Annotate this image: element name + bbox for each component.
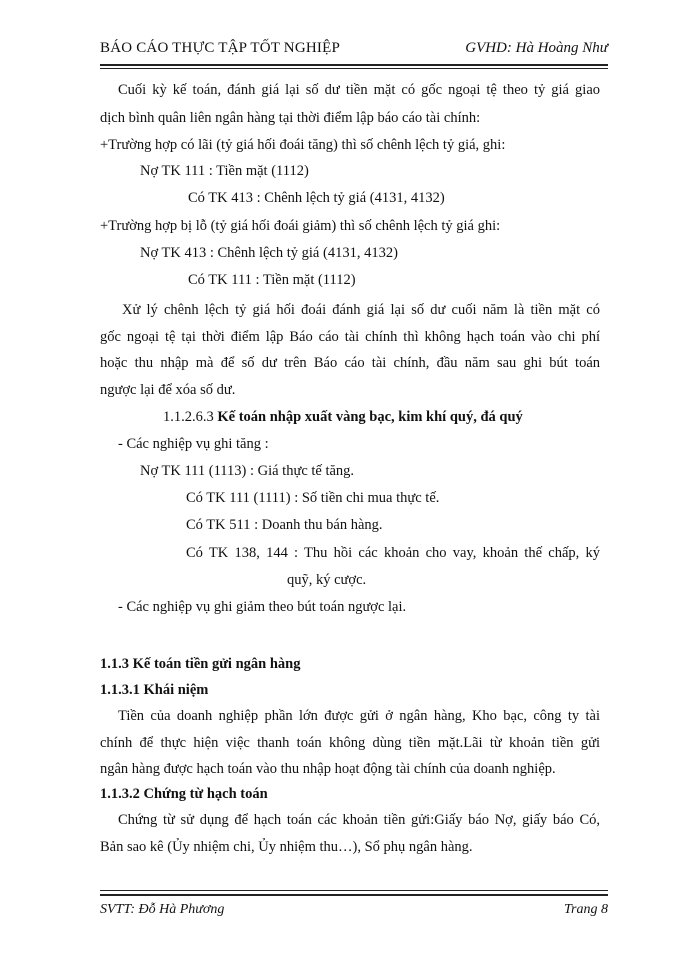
paragraph-line: Cuối kỳ kế toán, đánh giá lại số dư tiền mặt có gốc ngoại tệ theo tỷ giá giao	[118, 82, 600, 98]
paragraph-line: Tiền của doanh nghiệp phần lớn được gửi ở ngân hàng, Kho bạc, công ty tài	[118, 708, 600, 724]
case-gain: +Trường hợp có lãi (tỷ giá hối đoái tăng) thì số chênh lệch tỷ giá, ghi:	[100, 137, 506, 153]
header-supervisor: GVHD: Hà Hoàng Như	[465, 40, 608, 56]
entry-credit-cont: quỹ, ký cược.	[287, 572, 367, 588]
list-item: - Các nghiệp vụ ghi giảm theo bút toán ngược lại.	[118, 599, 407, 615]
case-loss: +Trường hợp bị lỗ (tỷ giá hối đoái giảm) thì số chênh lệch tỷ giá ghi:	[100, 218, 501, 234]
list-item: - Các nghiệp vụ ghi tăng :	[118, 436, 269, 452]
entry-credit: Có TK 413 : Chênh lệch tỷ giá (4131, 4132)	[188, 190, 445, 206]
footer-student: SVTT: Đỗ Hà Phương	[100, 902, 225, 917]
section-heading-1-1-2-6-3	[163, 407, 523, 427]
page-number: Trang 8	[564, 902, 608, 917]
entry-debit: Nợ TK 413 : Chênh lệch tỷ giá (4131, 4132)	[140, 245, 398, 261]
entry-credit: Có TK 111 (1111) : Số tiền chi mua thực tế.	[186, 490, 440, 506]
entry-debit: Nợ TK 111 (1113) : Giá thực tế tăng.	[140, 463, 355, 479]
paragraph-line: Bản sao kê (Ủy nhiệm chi, Ủy nhiệm thu…), Sổ phụ ngân hàng.	[100, 839, 473, 855]
page-footer	[100, 902, 608, 924]
entry-credit: Có TK 111 : Tiền mặt (1112)	[188, 272, 356, 288]
paragraph-line: dịch bình quân liên ngân hàng tại thời điểm lập báo cáo tài chính:	[100, 110, 481, 126]
paragraph-line: ngược lại để xóa số dư.	[100, 382, 236, 398]
paragraph-line: gốc ngoại tệ tại thời điểm lập Báo cáo tài chính thì không hạch toán vào chi phí	[100, 329, 600, 345]
entry-debit: Nợ TK 111 : Tiền mặt (1112)	[140, 163, 309, 179]
section-title: Kế toán nhập xuất vàng bạc, kim khí quý, đá quý	[217, 409, 523, 425]
paragraph-line: chính để thực hiện việc thanh toán không dùng tiền mặt.Lãi từ khoản tiền gửi	[100, 735, 600, 751]
entry-credit: Có TK 138, 144 : Thu hồi các khoản cho vay, khoản thế chấp, ký	[186, 545, 600, 561]
section-heading-1-1-3-1: 1.1.3.1 Khái niệm	[100, 682, 209, 698]
paragraph-line: hoặc thu nhập mà để số dư trên Báo cáo tài chính, đầu năm sau ghi bút toán	[100, 355, 600, 371]
page-header	[100, 40, 608, 64]
paragraph-line: Xử lý chênh lệch tỷ giá hối đoái đánh giá lại số dư cuối năm là tiền mặt có	[122, 302, 600, 318]
section-number: 1.1.2.6.3	[163, 409, 214, 425]
paragraph-line: ngân hàng được hạch toán vào thu nhập hoạt động tài chính của doanh nghiệp.	[100, 761, 556, 777]
entry-credit: Có TK 511 : Doanh thu bán hàng.	[186, 517, 383, 533]
section-heading-1-1-3: 1.1.3 Kế toán tiền gửi ngân hàng	[100, 656, 301, 672]
footer-rule	[100, 894, 608, 896]
paragraph-line: Chứng từ sử dụng để hạch toán các khoản tiền gửi:Giấy báo Nợ, giấy báo Có,	[118, 812, 600, 828]
footer-rule-thin	[100, 890, 608, 891]
header-rule	[100, 64, 608, 66]
section-heading-1-1-3-2: 1.1.3.2 Chứng từ hạch toán	[100, 786, 268, 802]
header-rule-thin	[100, 68, 608, 69]
header-report-title: BÁO CÁO THỰC TẬP TỐT NGHIỆP	[100, 40, 340, 56]
